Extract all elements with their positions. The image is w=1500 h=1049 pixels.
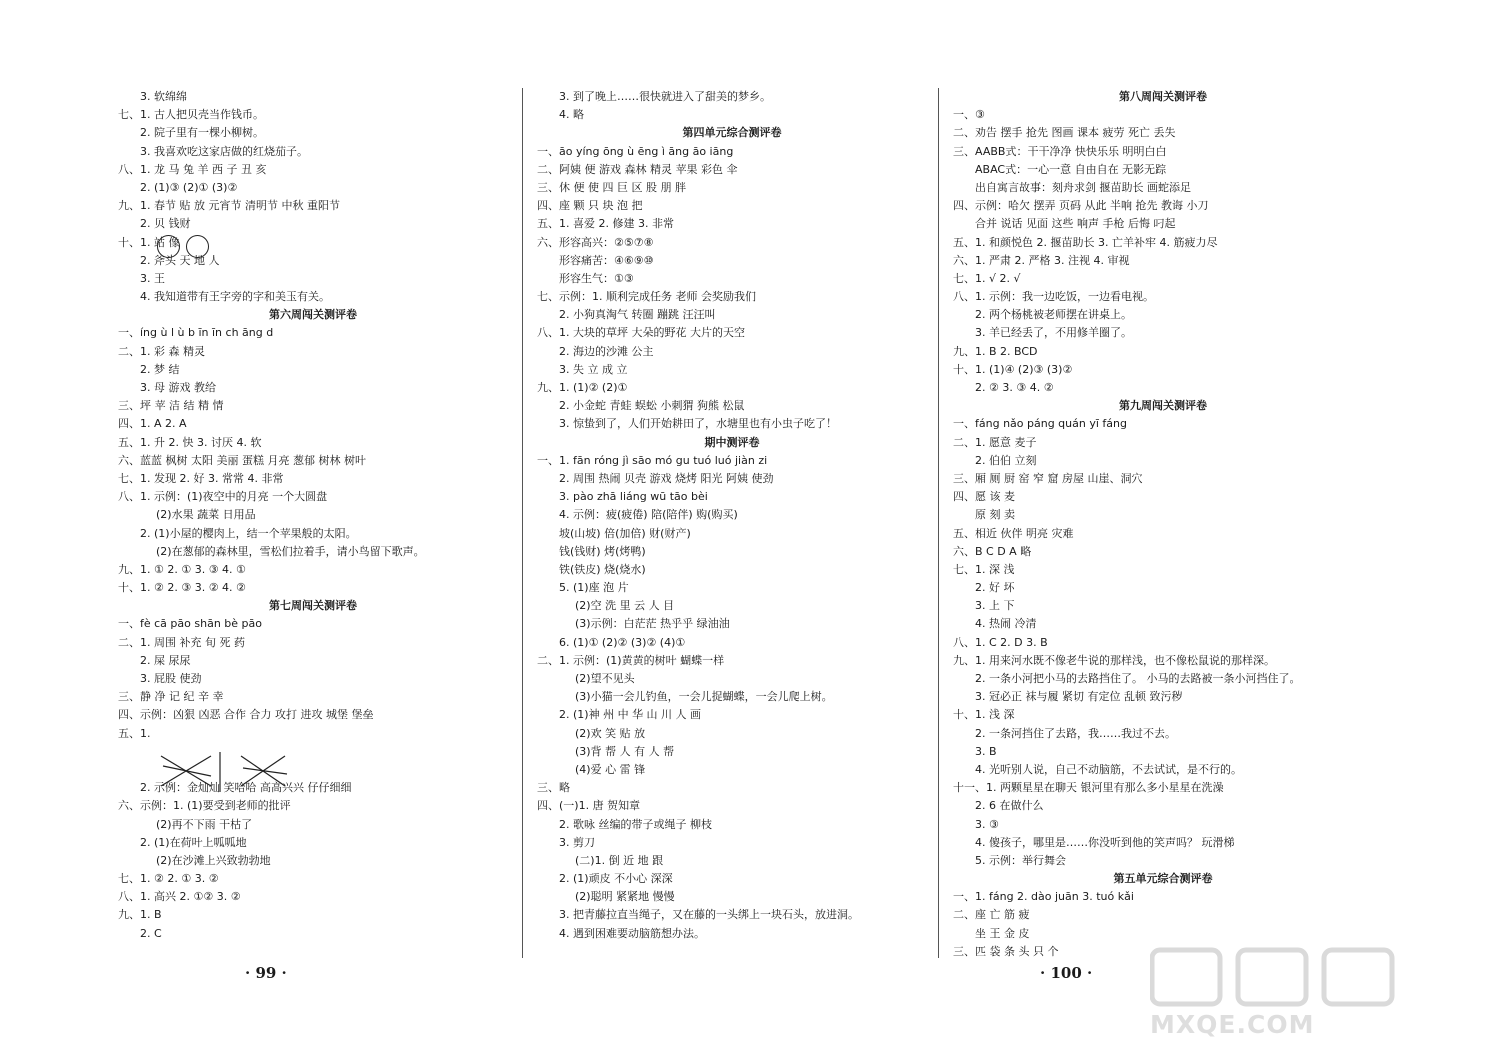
answer-line: 七、1. 深 浅 — [953, 562, 1015, 576]
answer-line: 九、1. (1)② (2)① — [537, 381, 628, 394]
answer-line: 五、1. 和颜悦色 2. 揠苗助长 3. 亡羊补牢 4. 筋疲力尽 — [953, 235, 1218, 249]
answer-line: 三、坪 苹 洁 结 精 情 — [118, 399, 224, 413]
answer-line: 2. 6 在做什么 — [975, 799, 1044, 813]
answer-line: 6. (1)① (2)② (3)② (4)① — [559, 635, 686, 649]
answer-line: (2)在葱郁的森林里，雪松们拉着手，请小鸟留下歌声。 — [156, 544, 425, 558]
answer-line: 六、1. 严肃 2. 严格 3. 注视 4. 审视 — [953, 253, 1130, 267]
answer-line: 三、AABB式：干干净净 快快乐乐 明明白白 — [953, 144, 1167, 158]
answer-line: 2. (1)神 州 中 华 山 川 人 画 — [559, 708, 702, 722]
answer-line: ABAC式：一心一意 自由自在 无影无踪 — [975, 162, 1167, 176]
answer-line: 二、阿姨 便 游戏 森林 精灵 苹果 彩色 伞 — [537, 162, 738, 176]
answer-line: 八、1. 大块的草坪 大朵的野花 大片的天空 — [537, 326, 745, 340]
answer-line: 一、1. fān róng jì sāo mó gu tuó luó jiàn zi — [537, 453, 768, 467]
answer-line: 2. 两个杨桃被老师摆在讲桌上。 — [975, 308, 1132, 322]
answer-line: (2)欢 笑 贴 放 — [575, 726, 646, 740]
section-heading: 第九周闯关测评卷 — [1119, 399, 1207, 413]
answer-line: 二、1. 示例：(1)黄黄的树叶 蝴蝶一样 — [537, 653, 725, 667]
answer-line: 2. C — [140, 926, 162, 940]
answer-line: 三、静 净 记 纪 辛 幸 — [118, 690, 224, 704]
answer-line: 2. 屎 尿尿 — [140, 653, 191, 667]
answer-line: 十、1. 站 像 — [118, 235, 180, 249]
answer-line: (2)在沙滩上兴致勃勃地 — [156, 853, 271, 867]
answer-line: 2. (1)小屋的樱肉上，结一个苹果般的太阳。 — [140, 526, 357, 540]
answer-line: 3. B — [975, 744, 997, 758]
answer-line: 九、1. ① 2. ① 3. ③ 4. ① — [118, 562, 246, 576]
matching-lines-drawing — [155, 752, 315, 792]
answer-line: 二、1. 彩 森 精灵 — [118, 344, 205, 358]
answer-line: 四、愿 该 麦 — [953, 490, 1015, 504]
answer-line: 3. 我喜欢吃这家店做的红烧茄子。 — [140, 144, 308, 158]
answer-line: 4. 示例：疲(疲倦) 陪(陪伴) 购(购买) — [559, 508, 738, 522]
answer-line: 八、1. 示例：我一边吃饭，一边看电视。 — [953, 290, 1154, 304]
answer-line: 3. 剪刀 — [559, 835, 595, 849]
answer-line: 4. 光听别人说，自己不动脑筋，不去试试，是不行的。 — [975, 762, 1242, 776]
answer-line: 一、íng ù l ù b īn īn ch āng d — [118, 326, 274, 340]
answer-line: 三、匹 袋 条 头 只 个 — [953, 944, 1059, 958]
answer-line: 七、1. 古人把贝壳当作钱币。 — [118, 108, 264, 122]
answer-line: 3. 王 — [140, 271, 165, 285]
answer-line: 2. 贝 钱财 — [140, 217, 191, 231]
answer-line: 4. 傻孩子，哪里是……你没听到他的笑声吗？ 玩滑梯 — [975, 835, 1235, 849]
answer-line: (3)背 帮 人 有 人 帮 — [575, 744, 675, 758]
answer-line: 4. 热闹 冷清 — [975, 617, 1037, 631]
answer-line: 2. 小金蛇 青蛙 蜈蚣 小刺猬 狗熊 松鼠 — [559, 399, 745, 413]
page-number-right: · 100 · — [1040, 964, 1093, 982]
answer-column-left — [118, 88, 508, 943]
answer-line: 2. 伯伯 立刻 — [975, 453, 1037, 467]
answer-line: 2. 梦 结 — [140, 362, 180, 376]
answer-line: 一、fè cā pāo shān bè pāo — [118, 617, 262, 631]
section-heading: 第七周闯关测评卷 — [269, 599, 357, 613]
answer-line: 六、示例：1. (1)要受到老师的批评 — [118, 799, 291, 813]
answer-line: 2. ② 3. ③ 4. ② — [975, 381, 1054, 394]
answer-line: (2)聪明 紧紧地 慢慢 — [575, 890, 675, 904]
answer-line: 原 刻 卖 — [975, 508, 1015, 522]
answer-line: 2. 斧头 天 地 人 — [140, 253, 220, 267]
answer-line: 3. 屁股 使劲 — [140, 672, 202, 685]
answer-line: 坐 王 金 皮 — [975, 926, 1030, 940]
answer-line: 2. 歌咏 丝编的带子或绳子 柳枝 — [559, 817, 712, 831]
answer-line: 一、③ — [953, 108, 985, 122]
section-heading: 第八周闯关测评卷 — [1119, 90, 1207, 103]
answer-line: 坡(山坡) 倍(加倍) 财(财产) — [559, 526, 691, 540]
answer-line: 九、1. B 2. BCD — [953, 344, 1038, 358]
answer-line: 5. 示例：举行舞会 — [975, 853, 1066, 867]
answer-line: 钱(钱财) 烤(烤鸭) — [559, 544, 646, 558]
answer-line: 3. ③ — [975, 817, 999, 831]
section-heading: 第五单元综合测评卷 — [1113, 872, 1213, 886]
section-heading: 第六周闯关测评卷 — [269, 308, 357, 322]
answer-line: 四、1. A 2. A — [118, 417, 187, 431]
answer-line: 七、1. 发现 2. 好 3. 常常 4. 非常 — [118, 471, 284, 485]
answer-line: 2. 海边的沙滩 公主 — [559, 344, 654, 358]
answer-line: (2)再不下雨 干枯了 — [156, 817, 253, 831]
answer-line: 3. pào zhā liáng wū tāo bèi — [559, 490, 708, 504]
answer-line: 三、厢 厕 厨 窑 窄 窟 房屋 山崖、洞穴 — [953, 471, 1143, 485]
answer-line: 五、相近 伙伴 明亮 灾难 — [953, 526, 1074, 540]
answer-line: 二、1. 愿意 麦子 — [953, 435, 1037, 449]
answer-line: 3. 软绵绵 — [140, 90, 187, 103]
answer-line: 2. (1)③ (2)① (3)② — [140, 180, 238, 194]
answer-line: 3. 把青藤拉直当绳子，又在藤的一头绑上一块石头，放进洞。 — [559, 908, 859, 922]
answer-line: 3. 到了晚上……很快就进入了甜美的梦乡。 — [559, 90, 771, 103]
circle-mark — [186, 235, 209, 258]
answer-line: 六、B C D A 略 — [953, 544, 1032, 558]
answer-line: 四、示例：哈欠 摆弄 页码 从此 半响 抢先 教诲 小刀 — [953, 199, 1209, 213]
answer-line: 二、座 亡 筋 疲 — [953, 908, 1030, 922]
answer-line: 5. (1)座 泡 片 — [559, 581, 629, 595]
answer-line: 3. 羊已经丢了，不用修羊圈了。 — [975, 326, 1132, 340]
answer-line: 2. 院子里有一棵小柳树。 — [140, 126, 264, 140]
answer-line: 五、1. — [118, 726, 151, 740]
answer-line: 2. 一条小河把小马的去路挡住了。 小马的去路被一条小河挡住了。 — [975, 672, 1301, 685]
answer-line: 五、1. 喜爱 2. 修建 3. 非常 — [537, 217, 674, 231]
answer-line: 三、休 便 使 四 巨 区 股 朋 胖 — [537, 180, 686, 194]
answer-line: 3. 失 立 成 立 — [559, 362, 628, 376]
answer-line: 十、1. ② 2. ③ 3. ② 4. ② — [118, 581, 246, 595]
section-heading: 期中测评卷 — [704, 435, 760, 449]
answer-line: 4. 我知道带有王字旁的字和美玉有关。 — [140, 290, 330, 304]
answer-line: 出自寓言故事：刻舟求剑 揠苗助长 画蛇添足 — [975, 180, 1191, 194]
answer-line: 3. 上 下 — [975, 599, 1015, 613]
answer-line: 三、略 — [537, 781, 570, 795]
answer-line: 八、1. C 2. D 3. B — [953, 635, 1048, 649]
answer-line: 形容生气：①③ — [559, 271, 634, 285]
answer-line: (二)1. 倒 近 地 跟 — [575, 853, 664, 867]
answer-line: 七、示例：1. 顺利完成任务 老师 会奖励我们 — [537, 290, 756, 304]
answer-line: (4)爱 心 雷 锋 — [575, 762, 646, 776]
answer-line: 五、1. 升 2. 快 3. 讨厌 4. 软 — [118, 435, 262, 449]
answer-line: 2. 一条河挡住了去路，我……我过不去。 — [975, 726, 1176, 740]
answer-line: (2)望不见头 — [575, 672, 635, 685]
answer-line: 十、1. (1)④ (2)③ (3)② — [953, 362, 1073, 376]
answer-line: 4. 遇到困难要动脑筋想办法。 — [559, 926, 705, 940]
answer-line: 九、1. 春节 贴 放 元宵节 清明节 中秋 重阳节 — [118, 199, 340, 213]
answer-line: 3. 冠必正 袜与履 紧切 有定位 乱顿 致污秽 — [975, 690, 1183, 704]
answer-line: 七、1. ② 2. ① 3. ② — [118, 872, 219, 886]
answer-line: 二、1. 周围 补充 旬 死 药 — [118, 635, 245, 649]
answer-line: 八、1. 示例：(1)夜空中的月亮 一个大圆盘 — [118, 490, 328, 504]
answer-line: 四、(一)1. 唐 贺知章 — [537, 799, 641, 813]
answer-column-middle — [537, 88, 927, 943]
answer-line: 八、1. 高兴 2. ①② 3. ② — [118, 890, 241, 904]
answer-line: (3)示例：白茫茫 热乎乎 绿油油 — [575, 617, 730, 631]
answer-line: 3. 惊蛰到了，人们开始耕田了，水塘里也有小虫子吃了！ — [559, 417, 837, 431]
answer-line: 一、fáng nǎo páng quán yī fáng — [953, 417, 1127, 431]
answer-line: 九、1. 用来河水既不像老牛说的那样浅，也不像松鼠说的那样深。 — [953, 653, 1275, 667]
answer-line: 六、蓝蓝 枫树 太阳 美丽 蛋糕 月亮 葱郁 树林 树叶 — [118, 453, 366, 467]
answer-line: 一、āo yíng ōng ù ēng ì āng āo iāng — [537, 144, 734, 158]
answer-line: 九、1. B — [118, 908, 162, 922]
answer-line: 4. 略 — [559, 108, 584, 122]
answer-line: 2. 小狗真淘气 转圈 蹦跳 汪汪叫 — [559, 308, 716, 322]
answer-line: 十一、1. 两颗星星在聊天 银河里有那么多小星星在洗澡 — [953, 781, 1224, 795]
answer-line: (2)空 洗 里 云 人 目 — [575, 599, 675, 613]
section-heading: 第四单元综合测评卷 — [682, 126, 782, 140]
answer-line: 2. (1)顽皮 不小心 深深 — [559, 872, 673, 886]
answer-line: 形容痛苦：④⑥⑨⑩ — [559, 253, 654, 267]
answer-line: 2. (1)在荷叶上呱呱地 — [140, 835, 247, 849]
answer-line: 八、1. 龙 马 兔 羊 西 子 丑 亥 — [118, 162, 267, 176]
answer-line: 3. 母 游戏 教给 — [140, 381, 216, 394]
answer-column-right — [953, 88, 1373, 961]
answer-line: 2. 周围 热闹 贝壳 游戏 烧烤 阳光 阿姨 使劲 — [559, 471, 774, 485]
answer-line: 六、形容高兴：②⑤⑦⑧ — [537, 235, 654, 249]
answer-line: 四、座 颗 只 块 泡 把 — [537, 199, 643, 213]
answer-line: 2. 好 坏 — [975, 581, 1015, 595]
answer-line: 二、劝告 摆手 抢先 图画 课本 疲劳 死亡 丢失 — [953, 126, 1176, 140]
page-number-left: · 99 · — [245, 964, 287, 982]
answer-line: 十、1. 浅 深 — [953, 708, 1015, 722]
column-divider — [938, 88, 939, 958]
answer-line: 七、1. √ 2. √ — [953, 271, 1021, 285]
column-divider — [522, 88, 523, 958]
answer-line: (2)水果 蔬菜 日用品 — [156, 508, 256, 522]
circle-mark — [157, 235, 180, 258]
answer-line: 四、示例：凶狠 凶恶 合作 合力 攻打 进攻 城堡 堡垒 — [118, 708, 374, 722]
answer-line: 2. 示例：金灿灿 笑哈哈 高高兴兴 仔仔细细 — [140, 781, 352, 795]
answer-line: 合并 说话 见面 这些 响声 手枪 后悔 叼起 — [975, 217, 1176, 231]
answer-line: 铁(铁皮) 烧(烧水) — [559, 562, 646, 576]
answer-line: (3)小猫一会儿钓鱼，一会儿捉蝴蝶，一会儿爬上树。 — [575, 690, 833, 704]
answer-line: 一、1. fáng 2. dào juān 3. tuó kǎi — [953, 890, 1134, 904]
watermark-text: MXQE.COM — [1150, 1010, 1315, 1039]
